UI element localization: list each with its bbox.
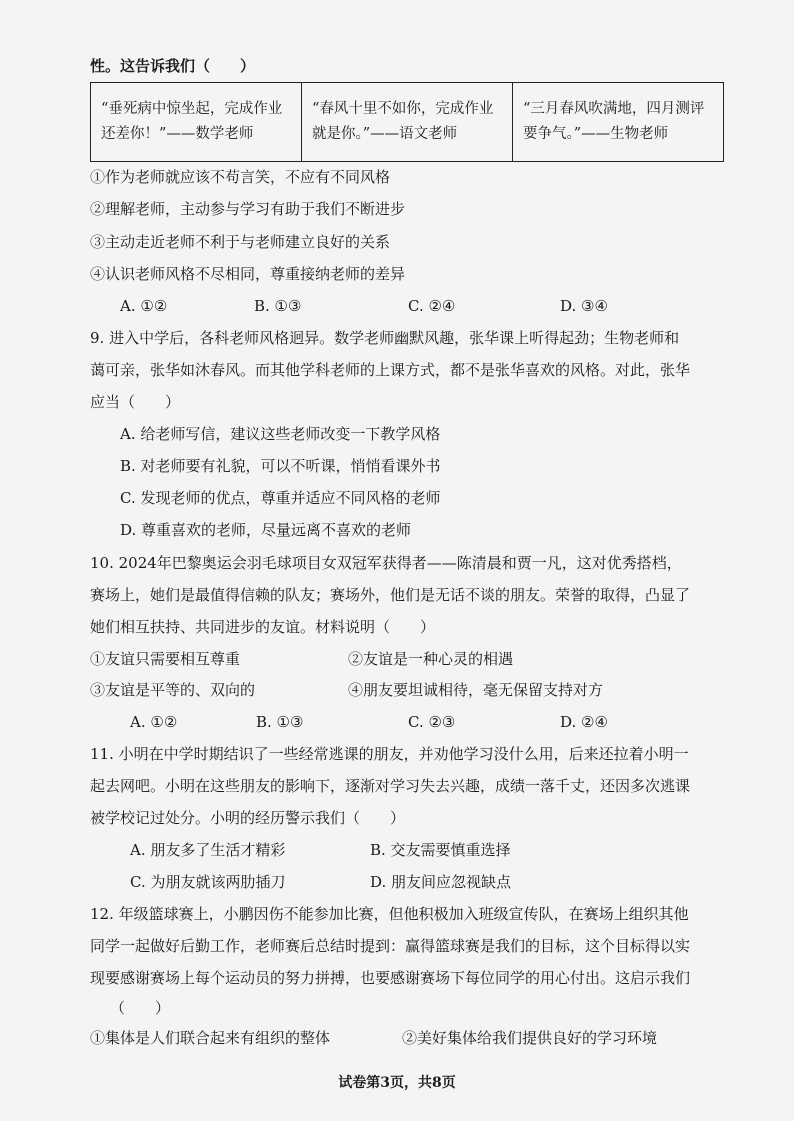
q10-statement-1: ①友谊只需要相互尊重 — [90, 650, 241, 668]
q10-option-c: C. ②③ — [408, 713, 456, 731]
q12-statement-1: ①集体是人们联合起来有组织的整体 — [90, 1029, 331, 1047]
quote-cell-chinese: “春风十里不如你，完成作业就是你。”——语文老师 — [302, 83, 513, 162]
q10-option-d: D. ②④ — [560, 713, 608, 731]
q9-stem-line-1: 9. 进入中学后，各科老师风格迥异。数学老师幽默风趣，张华课上听得起劲；生物老师和 — [90, 329, 680, 347]
q9-option-d: D. 尊重喜欢的老师，尽量远离不喜欢的老师 — [120, 521, 412, 539]
q11-option-d: D. 朋友间应忽视缺点 — [370, 873, 512, 891]
q10-stem-line-2: 赛场上，她们是最值得信赖的队友；赛场外，他们是无话不谈的朋友。荣誉的取得，凸显了 — [90, 586, 691, 604]
q8-option-a: A. ①② — [120, 297, 168, 315]
q8-statement-3: ③主动走近老师不利于与老师建立良好的关系 — [90, 233, 391, 251]
q11-option-b: B. 交友需要慎重选择 — [370, 841, 511, 859]
q9-option-c: C. 发现老师的优点，尊重并适应不同风格的老师 — [120, 489, 441, 507]
q8-option-c: C. ②④ — [408, 297, 456, 315]
q9-option-b: B. 对老师要有礼貌，可以不听课，悄悄看课外书 — [120, 457, 441, 475]
q10-stem-line-1: 10. 2024年巴黎奥运会羽毛球项目女双冠军获得者——陈清晨和贾一凡，这对优秀搭档， — [90, 554, 682, 572]
q8-statement-4: ④认识老师风格不尽相同，尊重接纳老师的差异 — [90, 265, 406, 283]
q8-statement-1: ①作为老师就应该不苟言笑，不应有不同风格 — [90, 168, 391, 186]
q10-option-a: A. ①② — [130, 713, 178, 731]
q8-quote-table — [90, 82, 724, 162]
q11-stem-line-3: 被学校记过处分。小明的经历警示我们（ ） — [90, 809, 406, 827]
q11-option-c: C. 为朋友就该两肋插刀 — [130, 873, 286, 891]
q10-option-b: B. ①③ — [256, 713, 304, 731]
q10-statement-4: ④朋友要坦诚相待，毫无保留支持对方 — [348, 681, 604, 699]
page-footer: 试卷第3页，共8页 — [338, 1075, 456, 1091]
q8-stem-end: 性。这告诉我们（ ） — [90, 57, 256, 75]
q11-stem-line-1: 11. 小明在中学时期结识了一些经常逃课的朋友，并劝他学习没什么用，后来还拉着小明一 — [90, 745, 689, 763]
q8-option-d: D. ③④ — [560, 297, 608, 315]
q8-option-b: B. ①③ — [254, 297, 302, 315]
q8-statement-2: ②理解老师，主动参与学习有助于我们不断进步 — [90, 200, 406, 218]
q11-option-a: A. 朋友多了生活才精彩 — [130, 841, 286, 859]
quote-cell-biology: “三月春风吹满地，四月测评要争气。”——生物老师 — [513, 83, 724, 162]
quote-cell-math: “垂死病中惊坐起，完成作业还差你！”——数学老师 — [91, 83, 302, 162]
q10-statement-3: ③友谊是平等的、双向的 — [90, 681, 256, 699]
q11-stem-line-2: 起去网吧。小明在这些朋友的影响下，逐渐对学习失去兴趣，成绩一落千丈，还因多次逃课 — [90, 777, 691, 795]
q12-stem-line-1: 12. 年级篮球赛上，小鹏因伤不能参加比赛，但他积极加入班级宣传队，在赛场上组织其他 — [90, 905, 689, 923]
q12-stem-line-3: 现要感谢赛场上每个运动员的努力拼搏，也要感谢赛场下每位同学的用心付出。这启示我们 — [90, 969, 691, 987]
q12-stem-line-4: （ ） — [110, 999, 171, 1017]
q10-statement-2: ②友谊是一种心灵的相遇 — [348, 650, 514, 668]
q9-option-a: A. 给老师写信，建议这些老师改变一下教学风格 — [120, 425, 441, 443]
q10-stem-line-3: 她们相互扶持、共同进步的友谊。材料说明（ ） — [90, 618, 436, 636]
q12-stem-line-2: 同学一起做好后勤工作，老师赛后总结时提到：赢得篮球赛是我们的目标，这个目标得以实 — [90, 937, 691, 955]
q12-statement-2: ②美好集体给我们提供良好的学习环境 — [402, 1029, 658, 1047]
q9-stem-line-2: 蔼可亲，张华如沐春风。而其他学科老师的上课方式，都不是张华喜欢的风格。对此，张华 — [90, 361, 691, 379]
q9-stem-line-3: 应当（ ） — [90, 393, 181, 411]
